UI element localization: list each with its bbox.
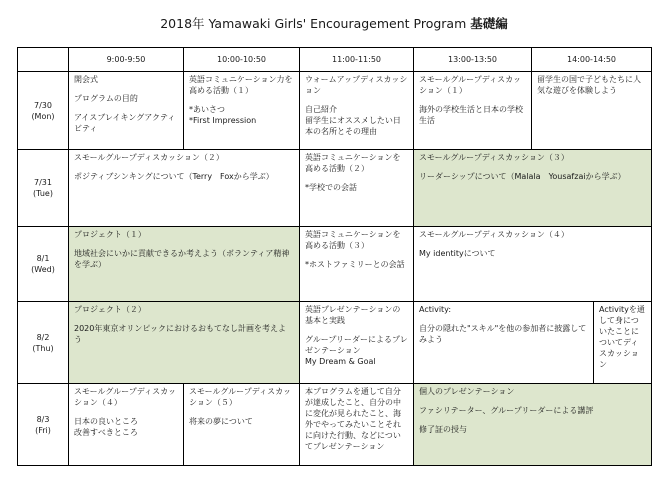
time-header: 9:00-9:50: [69, 48, 184, 72]
session-line: My Dream & Goal: [305, 357, 376, 366]
session-line: ポジティブシンキングについて（Terry Foxから学ぶ）: [74, 172, 274, 181]
session-line: スモールグループディスカッション（３）: [419, 153, 569, 162]
session-cell: [300, 384, 414, 466]
table-row: [18, 302, 652, 384]
session-line: スモールグループディスカッション（５）: [189, 387, 291, 407]
table-row: [18, 72, 652, 150]
day-cell: [18, 227, 69, 302]
session-line: 将来の夢について: [189, 417, 253, 426]
title-text: 2018年 Yamawaki Girls' Encouragement Program: [160, 16, 471, 31]
day-weekday: (Thu): [32, 343, 54, 353]
schedule-table: [17, 47, 652, 466]
session-line: 個人のプレゼンテーション: [419, 387, 515, 396]
session-cell: [414, 227, 652, 302]
session-line: My identityについて: [419, 249, 496, 258]
session-line: *学校での会話: [305, 183, 357, 192]
session-cell-highlighted: [69, 227, 300, 302]
session-line: リーダーシップについて（Malala Yousafzaiから学ぶ）: [419, 172, 626, 181]
session-line: グループリーダーによるプレゼンテーション: [305, 335, 408, 355]
session-line: *First Impression: [189, 116, 257, 125]
session-line: 修了証の授与: [419, 425, 467, 434]
session-line: 留学生にオススメしたい日本の名所とその理由: [305, 116, 401, 136]
session-line: 英語コミュニケーション力を高める活動（１）: [189, 75, 293, 95]
corner-cell: [18, 48, 69, 72]
session-cell: [69, 384, 184, 466]
time-header: 10:00-10:50: [184, 48, 300, 72]
session-line: 地域社会にいかに貢献できるか考えよう（ボランティア精神を学ぶ）: [74, 249, 290, 269]
session-line: 本プログラムを通して自分が達成したこと、自分の中に変化が見られたこと、海外でやってみたいことそれに向けた行動、などについてプレゼンテーション: [305, 387, 401, 451]
day-cell: [18, 150, 69, 227]
day-date: 7/30: [34, 100, 52, 110]
session-cell: [184, 72, 300, 150]
day-weekday: (Mon): [31, 111, 55, 121]
session-cell: [184, 384, 300, 466]
session-cell: [69, 72, 184, 150]
session-cell: [300, 72, 414, 150]
table-row: [18, 384, 652, 466]
session-line: スモールグループディスカッション（１）: [419, 75, 521, 95]
session-cell-highlighted: [414, 150, 652, 227]
title-emphasis: 基礎編: [470, 16, 508, 31]
day-date: 8/3: [36, 414, 50, 424]
session-line: 日本の良いところ: [74, 417, 138, 426]
session-line: 改善すべきところ: [74, 428, 138, 437]
session-line: スモールグループディスカッション（２）: [74, 153, 224, 162]
session-line: 英語コミュニケーションを高める活動（２）: [305, 153, 401, 173]
session-line: Activityを通して身についたことについてディスカッション: [599, 305, 645, 369]
session-line: 英語プレゼンテーションの基本と実践: [305, 305, 401, 325]
day-cell: [18, 72, 69, 150]
header-row: [18, 48, 652, 72]
session-line: 留学生の国で子どもたちに人気な遊びを体験しよう: [537, 75, 641, 95]
session-line: 開会式: [74, 75, 98, 84]
session-line: スモールグループディスカッション（４）: [74, 387, 176, 407]
session-line: *ホストファミリーとの会話: [305, 260, 405, 269]
session-line: アイスブレイキングアクティビティ: [74, 113, 176, 133]
session-cell-highlighted: [69, 302, 300, 384]
session-line: ファシリテーター、グループリーダーによる講評: [419, 406, 594, 415]
session-line: プログラムの目的: [74, 94, 138, 103]
session-line: *あいさつ: [189, 105, 225, 114]
session-cell: [532, 72, 652, 150]
session-cell: [414, 302, 594, 384]
session-cell: [300, 150, 414, 227]
table-row: [18, 227, 652, 302]
session-line: ウォームアップディスカッション: [305, 75, 408, 95]
session-cell-highlighted: [414, 384, 652, 466]
table-row: [18, 150, 652, 227]
day-date: 7/31: [34, 178, 52, 187]
session-cell: [300, 302, 414, 384]
session-line: 自己紹介: [305, 105, 337, 114]
session-line: Activity:: [419, 305, 452, 314]
day-weekday: (Fri): [35, 425, 51, 435]
time-header: 11:00-11:50: [300, 48, 414, 72]
session-line: 自分の隠れた"スキル"を他の参加者に披露してみよう: [419, 324, 587, 344]
page-title: [0, 14, 668, 32]
day-cell: [18, 302, 69, 384]
time-header: 14:00-14:50: [532, 48, 652, 72]
session-line: プロジェクト（１）: [74, 230, 146, 239]
session-line: 英語コミュニケーションを高める活動（３）: [305, 230, 401, 250]
day-date: 8/1: [36, 254, 50, 263]
session-cell: [414, 72, 532, 150]
session-cell: [69, 150, 300, 227]
session-line: プロジェクト（２）: [74, 305, 146, 314]
day-date: 8/2: [36, 332, 50, 342]
session-line: 2020年東京オリンピックにおけるおもてなし計画を考えよう: [74, 324, 287, 344]
day-cell: [18, 384, 69, 466]
time-header: 13:00-13:50: [414, 48, 532, 72]
session-line: スモールグループディスカッション（４）: [419, 230, 569, 239]
session-cell: [594, 302, 652, 384]
session-line: 海外の学校生活と日本の学校生活: [419, 105, 523, 125]
day-weekday: (Wed): [31, 265, 55, 274]
session-cell: [300, 227, 414, 302]
day-weekday: (Tue): [33, 189, 53, 198]
